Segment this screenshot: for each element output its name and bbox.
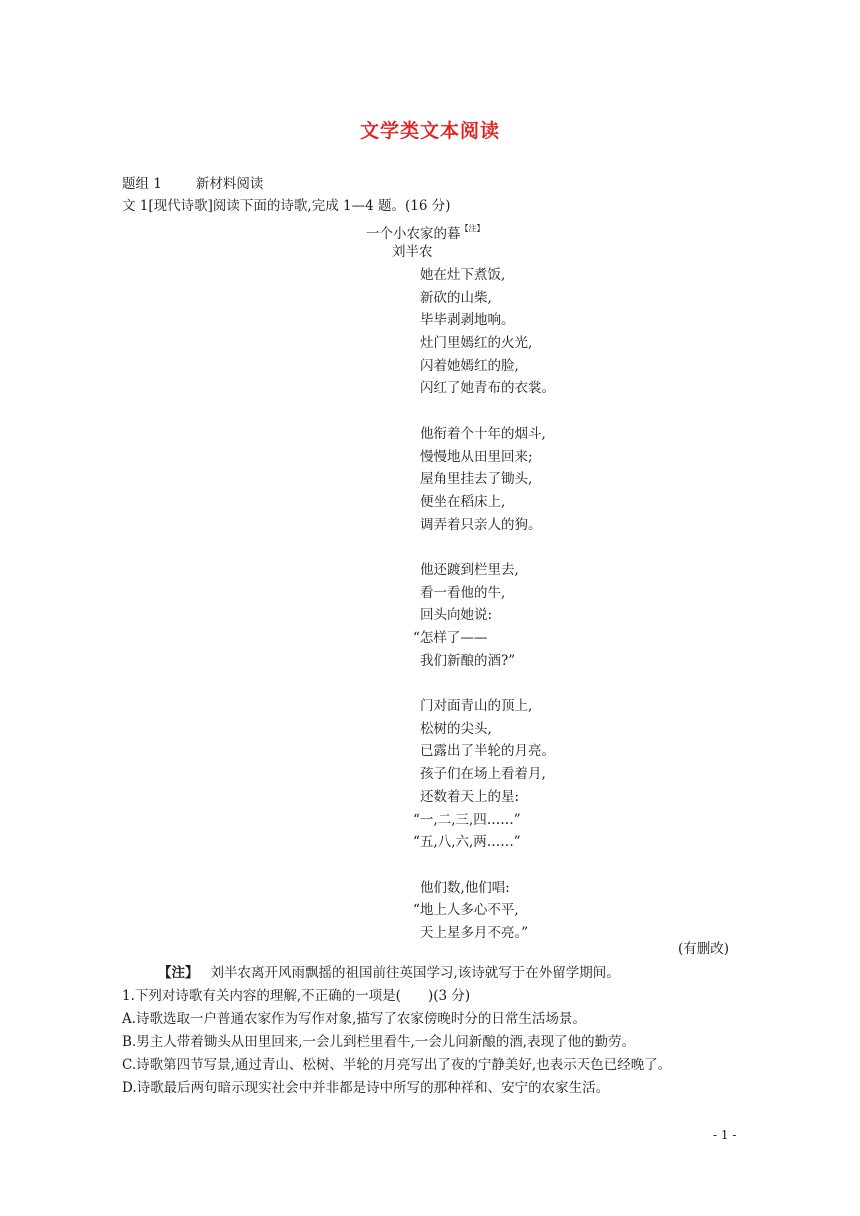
note-marker: 【注】 <box>460 224 485 233</box>
page-number: - 1 - <box>713 1128 737 1142</box>
question-1-option-a: A.诗歌选取一户普通农家作为写作对象,描写了农家傍晚时分的日常生活场景。 <box>122 1011 586 1027</box>
poem-line: 他还踱到栏里去, <box>420 561 519 578</box>
poem-line: “一,二,三,四……” <box>413 811 521 828</box>
question-1-option-c: C.诗歌第四节写景,通过青山、松树、半轮的月亮写出了夜的宁静美好,也表示天色已经晚了。 <box>122 1057 672 1073</box>
passage-intro: 文 1[现代诗歌]阅读下面的诗歌,完成 1—4 题。(16 分) <box>122 198 451 214</box>
question-1-option-d: D.诗歌最后两句暗示现实社会中并非都是诗中所写的那种祥和、安宁的农家生活。 <box>122 1080 610 1096</box>
poem-line: 看一看他的牛, <box>420 584 506 601</box>
annotation <box>158 962 620 984</box>
poem-line: 门对面青山的顶上, <box>420 698 533 715</box>
group-name: 新材料阅读 <box>195 176 264 192</box>
poem-line: 调弄着只亲人的狗。 <box>420 516 542 533</box>
poem-line: 她在灶下煮饭, <box>420 267 506 283</box>
poem-line: 还数着天上的星: <box>420 788 520 805</box>
poem-line: 天上星多月不亮。” <box>420 924 529 941</box>
poem-title-text: 一个小农家的暮 <box>366 226 461 242</box>
poem-source-note: (有删改) <box>678 941 730 957</box>
poem-line: 便坐在稻床上, <box>420 493 506 510</box>
annotation-label: 【注】 <box>158 965 199 981</box>
poem-line: 回头向她说: <box>420 607 493 624</box>
poem-line: 我们新酿的酒?” <box>420 652 516 669</box>
poem-line: 闪红了她青布的衣裳。 <box>420 380 555 397</box>
poem-line: 孩子们在场上看着月, <box>420 766 546 783</box>
poem-line: 松树的尖头, <box>420 720 492 737</box>
document-title: 文学类文本阅读 <box>359 120 500 142</box>
poem-line: “地上人多心不平, <box>413 902 519 919</box>
poem-line: 他们数,他们唱: <box>420 879 510 896</box>
stanza-break <box>420 536 555 559</box>
poem-line: 闪着她嫣红的脸, <box>420 357 519 374</box>
question-1-option-b: B.男主人带着锄头从田里回来,一会儿到栏里看牛,一会儿问新酿的酒,表现了他的勤劳。 <box>122 1034 636 1050</box>
poem-line: 已露出了半轮的月亮。 <box>420 743 555 760</box>
stanza-break <box>420 854 555 877</box>
poem-line: 灶门里嫣红的火光, <box>420 335 533 352</box>
stanza-break <box>420 400 555 423</box>
group-label: 题组 1 <box>122 176 162 192</box>
question-1-stem: 1.下列对诗歌有关内容的理解,不正确的一项是( )(3 分) <box>122 988 471 1004</box>
poem-line: “五,八,六,两……” <box>413 834 521 851</box>
poem-line: 屋角里挂去了锄头, <box>420 471 533 488</box>
stanza-break <box>420 672 555 695</box>
poem-body <box>413 264 555 945</box>
poem-author: 刘半农 <box>392 244 433 260</box>
poem-line: 慢慢地从田里回来; <box>420 448 533 465</box>
poem-line: “怎样了—— <box>413 630 488 646</box>
poem-line: 他衔着个十年的烟斗, <box>420 425 546 442</box>
poem-line: 毕毕剥剥地响。 <box>420 312 515 329</box>
poem-line: 新砍的山柴, <box>420 289 492 306</box>
annotation-text: 刘半农离开风雨飘摇的祖国前往英国学习,该诗就写于在外留学期间。 <box>210 965 620 981</box>
question-group-heading <box>122 173 263 195</box>
